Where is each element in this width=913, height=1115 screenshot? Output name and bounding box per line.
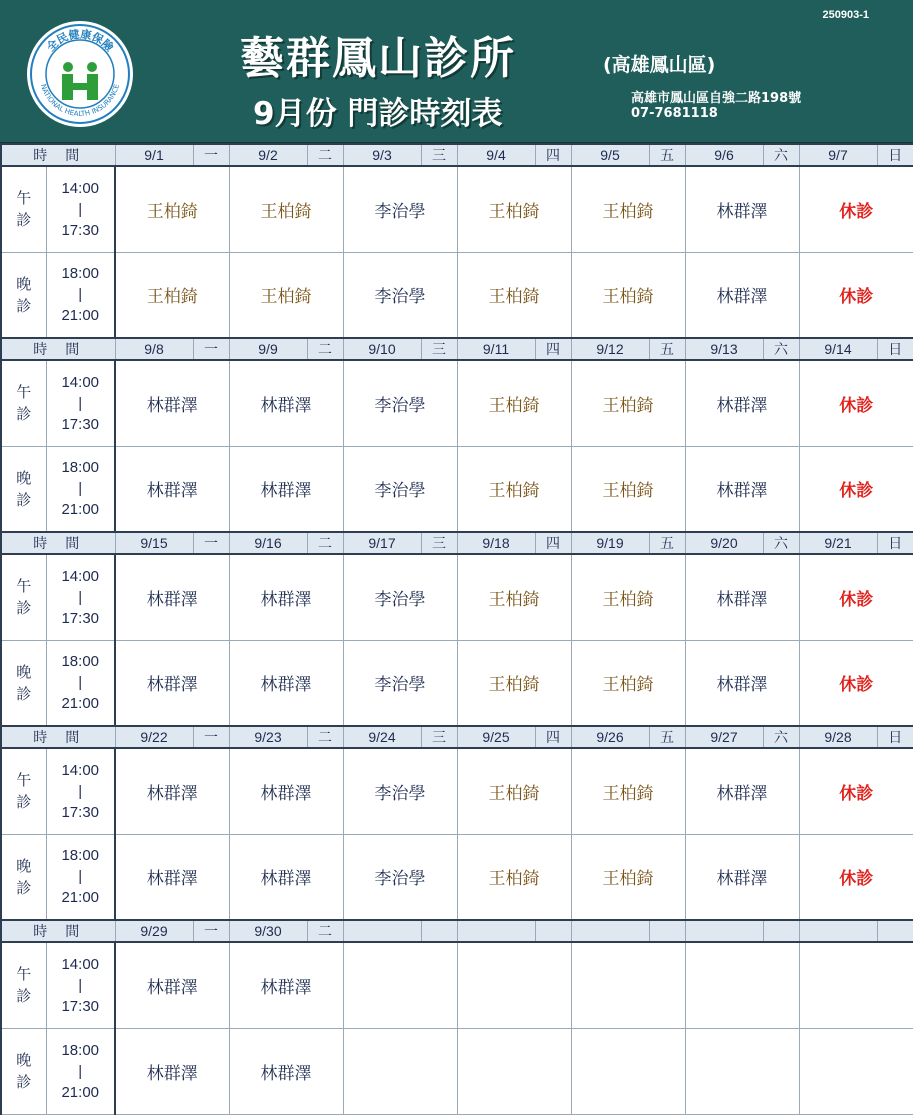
evening-period-label: 晚 診 xyxy=(1,640,46,726)
empty-cell xyxy=(685,1028,799,1114)
evening-period-label: 晚 診 xyxy=(1,1028,46,1114)
weekday-cell: 二 xyxy=(307,726,343,748)
doctor-cell: 休診 xyxy=(799,446,913,532)
date-cell xyxy=(457,920,535,942)
doctor-cell: 林群澤 xyxy=(685,554,799,640)
weekday-cell: 五 xyxy=(649,726,685,748)
date-cell: 9/5 xyxy=(571,144,649,166)
weekday-cell: 三 xyxy=(421,532,457,554)
week-header-row xyxy=(1,920,913,942)
weekday-cell: 二 xyxy=(307,920,343,942)
weekday-cell: 一 xyxy=(193,532,229,554)
date-cell: 9/15 xyxy=(115,532,193,554)
empty-cell xyxy=(457,942,571,1028)
weekday-cell: 一 xyxy=(193,726,229,748)
weekday-cell: 五 xyxy=(649,338,685,360)
weekday-cell: 五 xyxy=(649,532,685,554)
doctor-cell: 林群澤 xyxy=(115,446,229,532)
date-cell: 9/4 xyxy=(457,144,535,166)
afternoon-hours-label: 14:00 | 17:30 xyxy=(46,360,115,446)
time-column-header: 時間 xyxy=(1,726,115,748)
doctor-cell: 王柏錡 xyxy=(457,834,571,920)
weekday-cell: 五 xyxy=(649,144,685,166)
date-cell: 9/6 xyxy=(685,144,763,166)
time-column-header: 時間 xyxy=(1,338,115,360)
afternoon-session-row xyxy=(1,554,913,640)
date-cell: 9/14 xyxy=(799,338,877,360)
empty-cell xyxy=(343,942,457,1028)
clinic-region: (高雄鳳山區) xyxy=(603,54,716,76)
evening-hours-label: 18:00 | 21:00 xyxy=(46,1028,115,1114)
weekday-cell xyxy=(763,920,799,942)
weekday-cell: 四 xyxy=(535,338,571,360)
evening-period-label: 晚 診 xyxy=(1,446,46,532)
afternoon-period-label: 午 診 xyxy=(1,166,46,252)
doctor-cell: 林群澤 xyxy=(229,640,343,726)
date-cell: 9/16 xyxy=(229,532,307,554)
date-cell: 9/19 xyxy=(571,532,649,554)
document-code: 250903-1 xyxy=(822,9,869,21)
weekday-cell: 二 xyxy=(307,532,343,554)
date-cell: 9/12 xyxy=(571,338,649,360)
weekday-cell xyxy=(649,920,685,942)
doctor-cell: 林群澤 xyxy=(115,942,229,1028)
logo-text-top: 全民健康保險 xyxy=(44,27,116,55)
doctor-cell: 王柏錡 xyxy=(457,446,571,532)
weekday-cell: 一 xyxy=(193,144,229,166)
doctor-cell: 林群澤 xyxy=(115,1028,229,1114)
afternoon-period-label: 午 診 xyxy=(1,748,46,834)
date-cell: 9/13 xyxy=(685,338,763,360)
weekday-cell: 一 xyxy=(193,920,229,942)
clinic-address: 高雄市鳳山區自強二路198號 xyxy=(631,91,802,106)
evening-session-row xyxy=(1,1028,913,1114)
week-header-row xyxy=(1,338,913,360)
date-cell xyxy=(571,920,649,942)
doctor-cell: 林群澤 xyxy=(685,748,799,834)
doctor-cell: 王柏錡 xyxy=(457,554,571,640)
weekday-cell: 四 xyxy=(535,532,571,554)
doctor-cell: 林群澤 xyxy=(685,446,799,532)
doctor-cell: 林群澤 xyxy=(229,360,343,446)
empty-cell xyxy=(685,942,799,1028)
date-cell: 9/29 xyxy=(115,920,193,942)
empty-cell xyxy=(343,1028,457,1114)
doctor-cell: 林群澤 xyxy=(229,446,343,532)
afternoon-period-label: 午 診 xyxy=(1,360,46,446)
doctor-cell: 李治學 xyxy=(343,360,457,446)
date-cell: 9/25 xyxy=(457,726,535,748)
doctor-cell: 林群澤 xyxy=(115,748,229,834)
weekday-cell: 日 xyxy=(877,532,913,554)
empty-cell xyxy=(799,942,913,1028)
afternoon-hours-label: 14:00 | 17:30 xyxy=(46,554,115,640)
doctor-cell: 林群澤 xyxy=(115,834,229,920)
doctor-cell: 王柏錡 xyxy=(571,554,685,640)
doctor-cell: 王柏錡 xyxy=(229,166,343,252)
afternoon-session-row xyxy=(1,748,913,834)
doctor-cell: 李治學 xyxy=(343,748,457,834)
weekday-cell: 二 xyxy=(307,144,343,166)
evening-session-row xyxy=(1,834,913,920)
doctor-cell: 王柏錡 xyxy=(457,252,571,338)
weekday-cell: 六 xyxy=(763,726,799,748)
date-cell: 9/2 xyxy=(229,144,307,166)
doctor-cell: 林群澤 xyxy=(115,554,229,640)
afternoon-hours-label: 14:00 | 17:30 xyxy=(46,942,115,1028)
evening-hours-label: 18:00 | 21:00 xyxy=(46,640,115,726)
date-cell: 9/26 xyxy=(571,726,649,748)
date-cell: 9/23 xyxy=(229,726,307,748)
week-header-row xyxy=(1,144,913,166)
week-header-row xyxy=(1,726,913,748)
doctor-cell: 王柏錡 xyxy=(115,252,229,338)
doctor-cell: 王柏錡 xyxy=(457,360,571,446)
doctor-cell: 休診 xyxy=(799,640,913,726)
weekday-cell: 六 xyxy=(763,144,799,166)
date-cell: 9/17 xyxy=(343,532,421,554)
weekday-cell: 四 xyxy=(535,726,571,748)
doctor-cell: 林群澤 xyxy=(115,360,229,446)
date-cell: 9/7 xyxy=(799,144,877,166)
weekday-cell: 三 xyxy=(421,338,457,360)
doctor-cell: 王柏錡 xyxy=(229,252,343,338)
weekday-cell: 六 xyxy=(763,338,799,360)
doctor-cell: 王柏錡 xyxy=(571,748,685,834)
weekday-cell: 二 xyxy=(307,338,343,360)
evening-hours-label: 18:00 | 21:00 xyxy=(46,446,115,532)
afternoon-period-label: 午 診 xyxy=(1,554,46,640)
doctor-cell: 王柏錡 xyxy=(457,748,571,834)
weekday-cell xyxy=(421,920,457,942)
empty-cell xyxy=(457,1028,571,1114)
doctor-cell: 王柏錡 xyxy=(457,640,571,726)
afternoon-period-label: 午 診 xyxy=(1,942,46,1028)
date-cell: 9/27 xyxy=(685,726,763,748)
doctor-cell: 李治學 xyxy=(343,446,457,532)
doctor-cell: 林群澤 xyxy=(229,942,343,1028)
afternoon-session-row xyxy=(1,166,913,252)
time-column-header: 時間 xyxy=(1,532,115,554)
weekday-cell: 日 xyxy=(877,726,913,748)
doctor-cell: 王柏錡 xyxy=(571,640,685,726)
doctor-cell: 林群澤 xyxy=(685,640,799,726)
doctor-cell: 林群澤 xyxy=(229,554,343,640)
nhi-logo-icon xyxy=(26,20,134,128)
doctor-cell: 休診 xyxy=(799,834,913,920)
empty-cell xyxy=(571,942,685,1028)
doctor-cell: 林群澤 xyxy=(685,834,799,920)
doctor-cell: 休診 xyxy=(799,748,913,834)
evening-hours-label: 18:00 | 21:00 xyxy=(46,252,115,338)
afternoon-hours-label: 14:00 | 17:30 xyxy=(46,748,115,834)
doctor-cell: 王柏錡 xyxy=(571,834,685,920)
weekday-cell xyxy=(877,920,913,942)
schedule-table xyxy=(0,143,913,1115)
date-cell xyxy=(799,920,877,942)
afternoon-session-row xyxy=(1,360,913,446)
schedule-body xyxy=(1,144,913,1114)
afternoon-session-row xyxy=(1,942,913,1028)
doctor-cell: 林群澤 xyxy=(115,640,229,726)
evening-hours-label: 18:00 | 21:00 xyxy=(46,834,115,920)
time-column-header: 時間 xyxy=(1,920,115,942)
weekday-cell: 三 xyxy=(421,726,457,748)
clinic-phone: 07-7681118 xyxy=(631,106,718,121)
doctor-cell: 休診 xyxy=(799,252,913,338)
weekday-cell: 六 xyxy=(763,532,799,554)
doctor-cell: 休診 xyxy=(799,166,913,252)
doctor-cell: 林群澤 xyxy=(229,834,343,920)
date-cell: 9/10 xyxy=(343,338,421,360)
date-cell: 9/30 xyxy=(229,920,307,942)
date-cell: 9/22 xyxy=(115,726,193,748)
clinic-name: 藝群鳳山診所 xyxy=(240,33,516,84)
date-cell: 9/11 xyxy=(457,338,535,360)
doctor-cell: 林群澤 xyxy=(229,748,343,834)
doctor-cell: 王柏錡 xyxy=(571,446,685,532)
evening-session-row xyxy=(1,446,913,532)
doctor-cell: 李治學 xyxy=(343,834,457,920)
date-cell: 9/21 xyxy=(799,532,877,554)
time-column-header: 時間 xyxy=(1,144,115,166)
evening-period-label: 晚 診 xyxy=(1,834,46,920)
afternoon-hours-label: 14:00 | 17:30 xyxy=(46,166,115,252)
doctor-cell: 休診 xyxy=(799,554,913,640)
date-cell: 9/18 xyxy=(457,532,535,554)
weekday-cell: 一 xyxy=(193,338,229,360)
page-header xyxy=(0,0,913,143)
doctor-cell: 李治學 xyxy=(343,554,457,640)
date-cell: 9/28 xyxy=(799,726,877,748)
doctor-cell: 林群澤 xyxy=(229,1028,343,1114)
date-cell: 9/3 xyxy=(343,144,421,166)
doctor-cell: 王柏錡 xyxy=(457,166,571,252)
doctor-cell: 王柏錡 xyxy=(115,166,229,252)
doctor-cell: 林群澤 xyxy=(685,252,799,338)
logo-text-bottom: NATIONAL HEALTH INSURANCE xyxy=(38,83,122,119)
doctor-cell: 李治學 xyxy=(343,640,457,726)
evening-session-row xyxy=(1,252,913,338)
evening-period-label: 晚 診 xyxy=(1,252,46,338)
doctor-cell: 王柏錡 xyxy=(571,252,685,338)
weekday-cell: 日 xyxy=(877,338,913,360)
date-cell: 9/8 xyxy=(115,338,193,360)
doctor-cell: 王柏錡 xyxy=(571,166,685,252)
date-cell xyxy=(685,920,763,942)
doctor-cell: 林群澤 xyxy=(685,166,799,252)
doctor-cell: 李治學 xyxy=(343,166,457,252)
weekday-cell: 日 xyxy=(877,144,913,166)
doctor-cell: 林群澤 xyxy=(685,360,799,446)
empty-cell xyxy=(571,1028,685,1114)
evening-session-row xyxy=(1,640,913,726)
date-cell xyxy=(343,920,421,942)
weekday-cell: 四 xyxy=(535,144,571,166)
date-cell: 9/1 xyxy=(115,144,193,166)
date-cell: 9/9 xyxy=(229,338,307,360)
week-header-row xyxy=(1,532,913,554)
date-cell: 9/20 xyxy=(685,532,763,554)
weekday-cell: 三 xyxy=(421,144,457,166)
doctor-cell: 王柏錡 xyxy=(571,360,685,446)
empty-cell xyxy=(799,1028,913,1114)
doctor-cell: 李治學 xyxy=(343,252,457,338)
schedule-subtitle: 9月份 門診時刻表 xyxy=(253,96,503,132)
weekday-cell xyxy=(535,920,571,942)
doctor-cell: 休診 xyxy=(799,360,913,446)
date-cell: 9/24 xyxy=(343,726,421,748)
